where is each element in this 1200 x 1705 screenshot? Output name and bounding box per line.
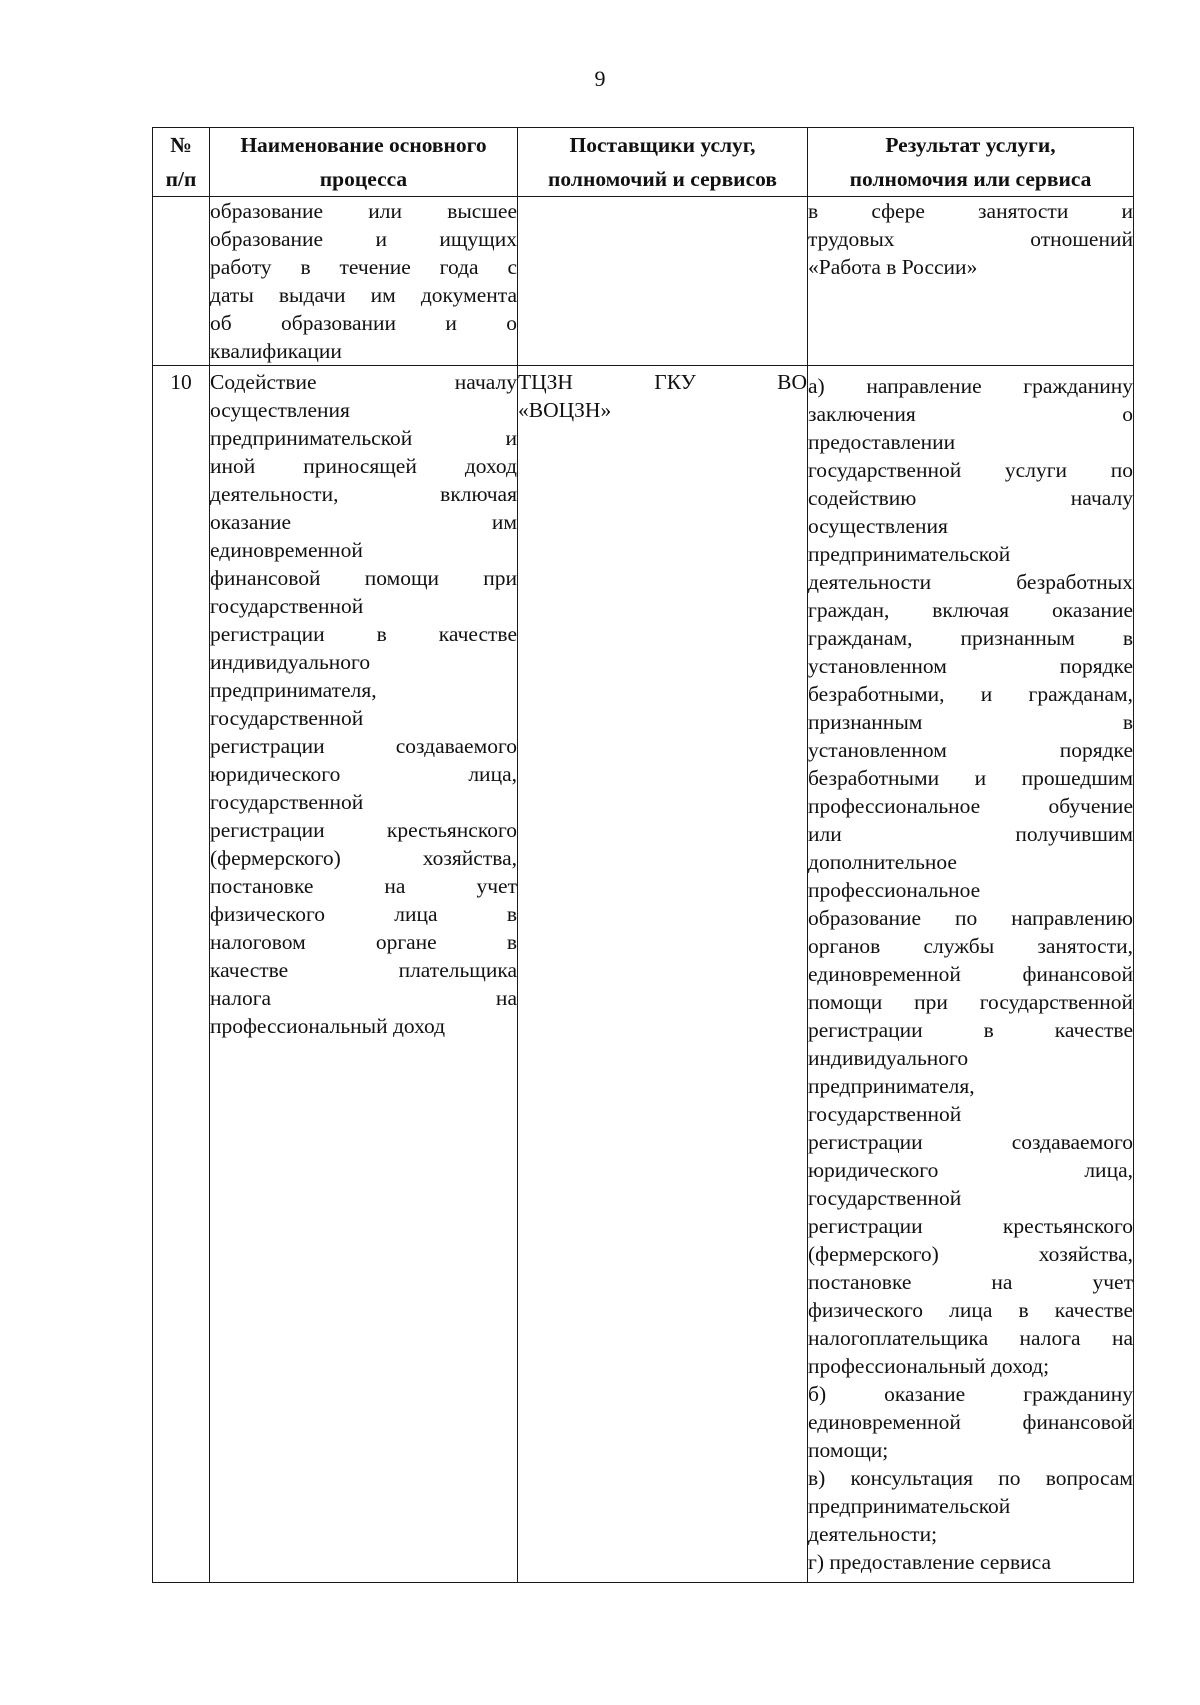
process-cell <box>210 197 518 366</box>
cell-text-line: (фермерского) хозяйства, <box>808 1242 1133 1266</box>
cell-text-line: государственной услуги по <box>808 458 1133 482</box>
cell-text-line: образование или высшее <box>210 199 517 223</box>
cell-text-line: индивидуального <box>808 1046 969 1070</box>
cell-text-line: работу в течение года с <box>210 255 517 279</box>
cell-text-line: б) оказание гражданину <box>808 1382 1133 1406</box>
header-result: Результат услуги, полномочия или сервиса <box>808 128 1134 197</box>
cell-text-line: налоговом органе в <box>210 930 517 954</box>
cell-text-line: в) консультация по вопросам <box>808 1466 1133 1490</box>
cell-text-line: единовременной финансовой <box>808 962 1133 986</box>
cell-text-line: даты выдачи им документа <box>210 283 517 307</box>
cell-text-line: единовременной финансовой <box>808 1410 1133 1434</box>
cell-text-line: регистрации крестьянского <box>808 1214 1133 1238</box>
table-row <box>153 197 1134 366</box>
cell-text-line: регистрации в качестве <box>808 1018 1133 1042</box>
cell-text-line: заключения о <box>808 402 1133 426</box>
cell-text-line: предпринимательской и <box>210 426 517 450</box>
cell-text-line: безработными и прошедшим <box>808 766 1133 790</box>
cell-text-line: единовременной <box>210 538 363 562</box>
cell-text-line: физического лица в качестве <box>808 1298 1133 1322</box>
cell-text-line: налогоплательщика налога на <box>808 1326 1133 1350</box>
header-providers: Поставщики услуг, полномочий и сервисов <box>518 128 808 197</box>
cell-text-line: предоставлении <box>808 430 956 454</box>
cell-text-line: деятельности; <box>808 1522 938 1546</box>
cell-text-line: Содействие началу <box>210 370 517 394</box>
cell-text-line: осуществления <box>808 514 948 538</box>
cell-text-line: установленном порядке <box>808 738 1133 762</box>
cell-text-line: в сфере занятости и <box>808 199 1133 223</box>
cell-text-line: профессиональное обучение <box>808 794 1133 818</box>
providers-cell <box>518 197 808 366</box>
cell-text-line: государственной <box>210 790 364 814</box>
cell-text-line: признанным в <box>808 710 1133 734</box>
cell-text-line: профессиональный доход; <box>808 1354 1050 1378</box>
page-number: 9 <box>594 66 606 91</box>
process-cell <box>210 366 518 1583</box>
table-header-row <box>153 128 1134 197</box>
cell-text-line: органов службы занятости, <box>808 934 1133 958</box>
services-table <box>152 127 1134 1583</box>
result-cell <box>808 197 1134 366</box>
cell-text-line: (фермерского) хозяйства, <box>210 846 517 870</box>
cell-text-line: или получившим <box>808 822 1133 846</box>
cell-text-line: ТЦЗН ГКУ ВО <box>518 370 807 394</box>
header-process-name: Наименование основного процесса <box>210 128 518 197</box>
cell-text-line: «ВОЦЗН» <box>518 398 612 422</box>
cell-text-line: об образовании и о <box>210 311 517 335</box>
cell-text-line: образование и ищущих <box>210 227 517 251</box>
cell-text-line: трудовых отношений <box>808 227 1133 251</box>
cell-text-line: государственной <box>210 594 364 618</box>
cell-text-line: профессиональный доход <box>210 1014 446 1038</box>
cell-text-line: постановке на учет <box>210 874 517 898</box>
cell-text-line: индивидуального <box>210 650 371 674</box>
cell-text-line: налога на <box>210 986 517 1010</box>
cell-text-line: качестве плательщика <box>210 958 517 982</box>
providers-cell <box>518 366 808 1583</box>
cell-text-line: финансовой помощи при <box>210 566 517 590</box>
cell-text-line: иной приносящей доход <box>210 454 517 478</box>
cell-text-line: постановке на учет <box>808 1270 1133 1294</box>
cell-text-line: образование по направлению <box>808 906 1133 930</box>
cell-text-line: государственной <box>210 706 364 730</box>
cell-text-line: регистрации создаваемого <box>210 734 517 758</box>
cell-text-line: регистрации в качестве <box>210 622 517 646</box>
cell-text-line: регистрации крестьянского <box>210 818 517 842</box>
cell-text-line: юридического лица, <box>808 1158 1133 1182</box>
table-row <box>153 366 1134 1583</box>
cell-text-line: установленном порядке <box>808 654 1133 678</box>
cell-text-line: осуществления <box>210 398 350 422</box>
cell-text-line: регистрации создаваемого <box>808 1130 1133 1154</box>
cell-text-line: деятельности, включая <box>210 482 517 506</box>
cell-text-line: безработными, и гражданам, <box>808 682 1133 706</box>
header-number: № п/п <box>153 128 210 197</box>
cell-text-line: физического лица в <box>210 902 517 926</box>
cell-text-line: помощи при государственной <box>808 990 1133 1014</box>
cell-text-line: гражданам, признанным в <box>808 626 1133 650</box>
row-number-cell: 10 <box>153 366 210 1583</box>
cell-text-line: граждан, включая оказание <box>808 598 1133 622</box>
cell-text-line: оказание им <box>210 510 517 534</box>
cell-text-line: помощи; <box>808 1438 889 1462</box>
cell-text-line: юридического лица, <box>210 762 517 786</box>
cell-text-line: предпринимателя, <box>808 1074 975 1098</box>
cell-text-line: г) предоставление сервиса <box>808 1550 1052 1574</box>
result-cell <box>808 366 1134 1583</box>
cell-text-line: деятельности безработных <box>808 570 1133 594</box>
cell-text-line: государственной <box>808 1186 962 1210</box>
cell-text-line: дополнительное <box>808 850 957 874</box>
cell-text-line: предпринимательской <box>808 542 1011 566</box>
cell-text-line: предпринимателя, <box>210 678 377 702</box>
cell-text-line: «Работа в России» <box>808 255 978 279</box>
cell-text-line: государственной <box>808 1102 962 1126</box>
cell-text-line: профессиональное <box>808 878 981 902</box>
row-number-cell <box>153 197 210 366</box>
cell-text-line: а) направление гражданину <box>808 374 1133 398</box>
cell-text-line: предпринимательской <box>808 1494 1011 1518</box>
cell-text-line: содействию началу <box>808 486 1133 510</box>
cell-text-line: квалификации <box>210 339 342 363</box>
